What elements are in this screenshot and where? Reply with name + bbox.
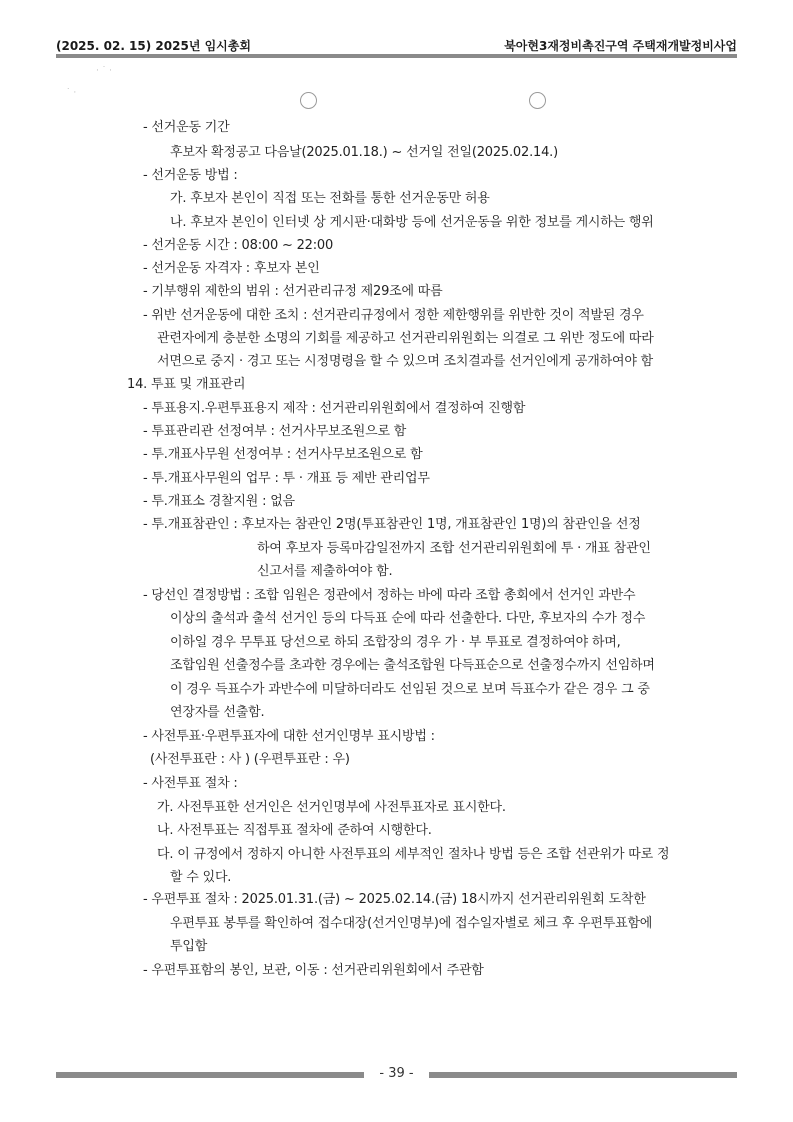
text-line: - 선거운동 기간: [143, 120, 230, 135]
text-line: 투입함: [170, 939, 208, 954]
text-line: 가. 후보자 본인이 직접 또는 전화를 통한 선거운동만 허용: [170, 191, 490, 206]
text-line: 할 수 있다.: [170, 870, 232, 885]
text-line: 서면으로 중지 · 경고 또는 시정명령을 할 수 있으며 조치결과를 선거인에게 공개하여야 함: [157, 354, 654, 369]
text-line: - 우편투표 절차 : 2025.01.31.(금) ~ 2025.02.14.(금) 18시까지 선거관리위원회 도착한: [143, 892, 646, 907]
text-line: - 투표관리관 선정여부 : 선거사무보조원으로 함: [143, 424, 407, 439]
text-line: - 투.개표소 경찰지원 : 없음: [143, 494, 295, 509]
text-line: 관련자에게 충분한 소명의 기회를 제공하고 선거관리위원회는 의결로 그 위반 정도에 따라: [157, 331, 654, 346]
text-line: - 사전투표·우편투표자에 대한 선거인명부 표시방법 :: [143, 729, 435, 744]
text-line: 신고서를 제출하여야 함.: [257, 564, 393, 579]
text-line: 이하일 경우 무투표 당선으로 하되 조합장의 경우 가 · 부 투표로 결정하여야 하며,: [170, 635, 621, 650]
text-line: - 사전투표 절차 :: [143, 776, 238, 791]
text-line: - 투.개표참관인 : 후보자는 참관인 2명(투표참관인 1명, 개표참관인 1명)의 참관인을 선정: [143, 517, 641, 532]
text-line: (사전투표란 : 사 ) (우편투표란 : 우): [150, 752, 350, 767]
text-line: 다. 이 규정에서 정하지 아니한 사전투표의 세부적인 절차나 방법 등은 조합 선관위가 따로 정: [157, 847, 670, 862]
scan-speck: ˙ ·: [66, 88, 77, 98]
text-line: - 우편투표함의 봉인, 보관, 이동 : 선거관리위원회에서 주관함: [143, 963, 484, 978]
text-line: - 선거운동 시간 : 08:00 ~ 22:00: [143, 238, 334, 253]
header-rule: [56, 54, 737, 58]
header-project-name: 북아현3재정비촉진구역 주택재개발정비사업: [504, 39, 737, 53]
text-line: - 선거운동 자격자 : 후보자 본인: [143, 261, 320, 276]
text-line: 이상의 출석과 출석 선거인 등의 다득표 순에 따라 선출한다. 다만, 후보자의 수가 정수: [170, 611, 646, 626]
text-line: - 투표용지.우편투표용지 제작 : 선거관리위원회에서 결정하여 진행함: [143, 401, 526, 416]
punch-hole-left: [300, 92, 317, 109]
page-number: - 39 -: [379, 1066, 414, 1081]
text-line: - 선거운동 방법 :: [143, 168, 238, 183]
footer-rule-right: [429, 1072, 737, 1078]
header-meeting-date: (2025. 02. 15) 2025년 임시총회: [56, 39, 251, 53]
text-line: 연장자를 선출함.: [170, 705, 265, 720]
text-line: 조합임원 선출정수를 초과한 경우에는 출석조합원 다득표순으로 선출정수까지 선임하며: [170, 658, 655, 673]
page-footer: [56, 1066, 737, 1086]
text-line: - 투.개표사무원 선정여부 : 선거사무보조원으로 함: [143, 447, 423, 462]
page-header: [56, 34, 737, 56]
text-line: 후보자 확정공고 다음날(2025.01.18.) ~ 선거일 전일(2025.02.14.): [170, 145, 558, 160]
text-line: 하여 후보자 등록마감일전까지 조합 선거관리위원회에 투 · 개표 참관인: [257, 541, 651, 556]
text-line: - 위반 선거운동에 대한 조치 : 선거관리규정에서 정한 제한행위를 위반한 것이 적발된 경우: [143, 308, 644, 323]
text-line: 우편투표 봉투를 확인하여 접수대장(선거인명부)에 접수일자별로 체크 후 우편투표함에: [170, 916, 653, 931]
scan-speck: · ˙ ·: [96, 66, 112, 76]
text-line: - 당선인 결정방법 : 조합 임원은 정관에서 정하는 바에 따라 조합 총회에서 선거인 과반수: [143, 588, 636, 603]
punch-hole-right: [529, 92, 546, 109]
text-line: 나. 후보자 본인이 인터넷 상 게시판·대화방 등에 선거운동을 위한 정보를 게시하는 행위: [170, 215, 654, 230]
text-line: - 기부행위 제한의 범위 : 선거관리규정 제29조에 따름: [143, 284, 443, 299]
text-line: 가. 사전투표한 선거인은 선거인명부에 사전투표자로 표시한다.: [157, 800, 506, 815]
text-line: 나. 사전투표는 직접투표 절차에 준하여 시행한다.: [157, 823, 432, 838]
text-line: - 투.개표사무원의 업무 : 투 · 개표 등 제반 관리업무: [143, 471, 430, 486]
section-heading: 14. 투표 및 개표관리: [127, 377, 246, 392]
text-line: 이 경우 득표수가 과반수에 미달하더라도 선임된 것으로 보며 득표수가 같은 경우 그 중: [170, 682, 650, 697]
